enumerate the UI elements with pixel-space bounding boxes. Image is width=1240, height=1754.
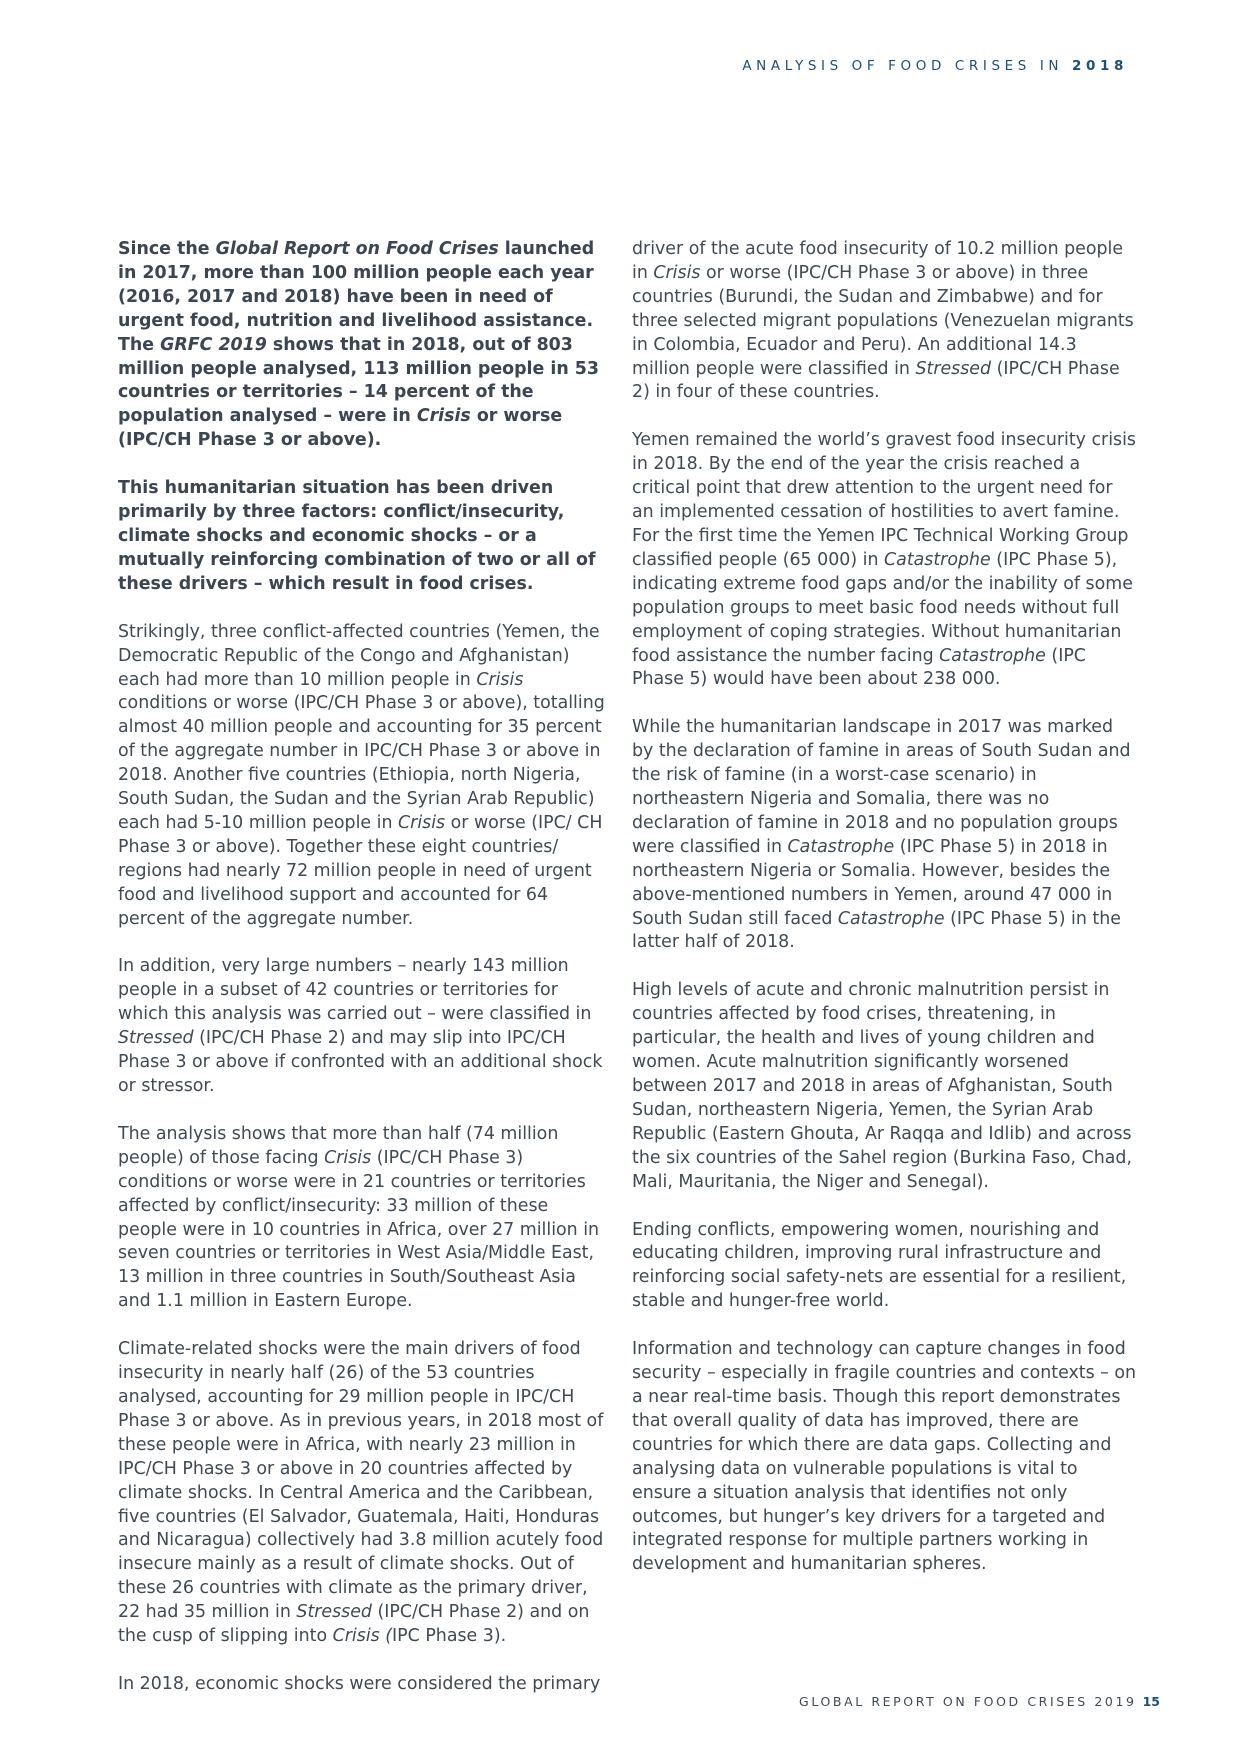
running-footer — [799, 1694, 1160, 1709]
economic-shocks-paragraph-start: In 2018, economic shocks were considered the primary — [118, 1673, 601, 1694]
resilience-paragraph: Ending conflicts, empowering women, nourishing and educating children, improving rural infrastructure and reinforcing social safety-nets are essential for a resilient, stable and hunger-free world. — [632, 1219, 1127, 1312]
left-column — [118, 238, 612, 1721]
stressed-paragraph: In addition, very large numbers – nearly 143 million people in a subset of 42 countries or territories for which this analysis was carried out – were classified in Stressed (IPC/CH Phase 2) and may slip into IPC/CH Phase 3 or above if confronted with an additional shock or stressor. — [118, 956, 603, 1096]
yemen-paragraph: Yemen remained the world’s gravest food insecurity crisis in 2018. By the end of the year the crisis reached a critical point that drew attention to the urgent need for an implemented cessation of hostilities to avert famine. For the first time the Yemen IPC Technical Working Group classified people (65 000) in Catastrophe (IPC Phase 5), indicating extreme food gaps and/or the inability of some population groups to meet basic food needs without full employment of coping strategies. Without humanitarian food assistance the number facing Catastrophe (IPC Phase 5) would have been about 238 000. — [632, 430, 1136, 690]
data-gaps-paragraph: Information and technology can capture changes in food security – especially in fragile countries and contexts – on a near real-time basis. Though this report demonstrates that overall quality of data has improved, there are countries for which there are data gaps. Collecting and analysing data on vulnerable populations is vital to ensure a situation analysis that identifies not only outcomes, but hunger’s key drivers for a targeted and integrated response for multiple partners working in development and humanitarian spheres. — [632, 1339, 1137, 1575]
conflict-countries-paragraph: Strikingly, three conflict-affected countries (Yemen, the Democratic Republic of the Congo and Afghanistan) each had more than 10 million people in Crisis conditions or worse (IPC/CH Phase 3 or above), totalling almost 40 million people and accounting for 35 percent of the aggregate number in IPC/CH Phase 3 or above in 2018. Another five countries (Ethiopia, north Nigeria, South Sudan, the Sudan and the Syrian Arab Republic) each had 5-10 million people in Crisis or worse (IPC/ CH Phase 3 or above). Together these eight countries/ regions had nearly 72 million people in need of urgent food and livelihood support and accounted for 64 percent of the aggregate number. — [118, 621, 605, 929]
economic-shocks-paragraph-end: driver of the acute food insecurity of 10.2 million people in Crisis or worse (IPC/CH Phase 3 or above) in three countries (Burundi, the Sudan and Zimbabwe) and for three selected migrant populations (Venezuelan migrants in Colombia, Ecuador and Peru). An additional 14.3 million people were classified in Stressed (IPC/CH Phase 2) in four of these countries. — [632, 239, 1134, 403]
running-header — [742, 58, 1128, 74]
page-number: 15 — [1142, 1694, 1160, 1709]
intro-paragraph: Since the Global Report on Food Crises launched in 2017, more than 100 million people each year (2016, 2017 and 2018) have been in need of urgent food, nutrition and livelihood assistance. The GRFC 2019 shows that in 2018, out of 803 million people analysed, 113 million people in 53 countries or territories – 14 percent of the population analysed – were in Crisis or worse (IPC/CH Phase 3 or above). — [118, 239, 599, 451]
drivers-paragraph: This humanitarian situation has been driven primarily by three factors: conflict/insecurity, climate shocks and economic shocks – or a mutually reinforcing combination of two or all of these drivers – which result in food crises. — [118, 478, 596, 594]
right-column — [632, 238, 1137, 1601]
footer-title: GLOBAL REPORT ON FOOD CRISES 2019 — [799, 1694, 1137, 1709]
conflict-analysis-paragraph: The analysis shows that more than half (74 million people) of those facing Crisis (IPC/CH Phase 3) conditions or worse were in 21 countries or territories affected by conflict/insecurity: 33 million of these people were in 10 countries in Africa, over 27 million in seven countries or territories in West Asia/Middle East, 13 million in three countries in South/Southeast Asia and 1.1 million in Eastern Europe. — [118, 1123, 600, 1312]
running-header-year: 2018 — [1072, 58, 1128, 74]
running-header-title: ANALYSIS OF FOOD CRISES IN — [742, 58, 1064, 74]
climate-shocks-paragraph: Climate-related shocks were the main drivers of food insecurity in nearly half (26) of the 53 countries analysed, accounting for 29 million people in IPC/CH Phase 3 or above. As in previous years, in 2018 most of these people were in Africa, with nearly 23 million in IPC/CH Phase 3 or above in 20 countries affected by climate shocks. In Central America and the Caribbean, five countries (El Salvador, Guatemala, Haiti, Honduras and Nicaragua) collectively had 3.8 million acutely food insecure mainly as a result of climate shocks. Out of these 26 countries with climate as the primary driver, 22 had 35 million in Stressed (IPC/CH Phase 2) and on the cusp of slipping into Crisis (IPC Phase 3). — [118, 1339, 604, 1647]
famine-paragraph: While the humanitarian landscape in 2017 was marked by the declaration of famine in areas of South Sudan and the risk of famine (in a worst-case scenario) in northeastern Nigeria and Somalia, there was no declaration of famine in 2018 and no population groups were classified in Catastrophe (IPC Phase 5) in 2018 in northeastern Nigeria or Somalia. However, besides the above-mentioned numbers in Yemen, around 47 000 in South Sudan still faced Catastrophe (IPC Phase 5) in the latter half of 2018. — [632, 717, 1131, 953]
malnutrition-paragraph: High levels of acute and chronic malnutrition persist in countries affected by food crises, threatening, in particular, the health and lives of young children and women. Acute malnutrition significantly worsened between 2017 and 2018 in areas of Afghanistan, South Sudan, northeastern Nigeria, Yemen, the Syrian Arab Republic (Eastern Ghouta, Ar Raqqa and Idlib) and across the six countries of the Sahel region (Burkina Faso, Chad, Mali, Mauritania, the Niger and Senegal). — [632, 980, 1132, 1192]
